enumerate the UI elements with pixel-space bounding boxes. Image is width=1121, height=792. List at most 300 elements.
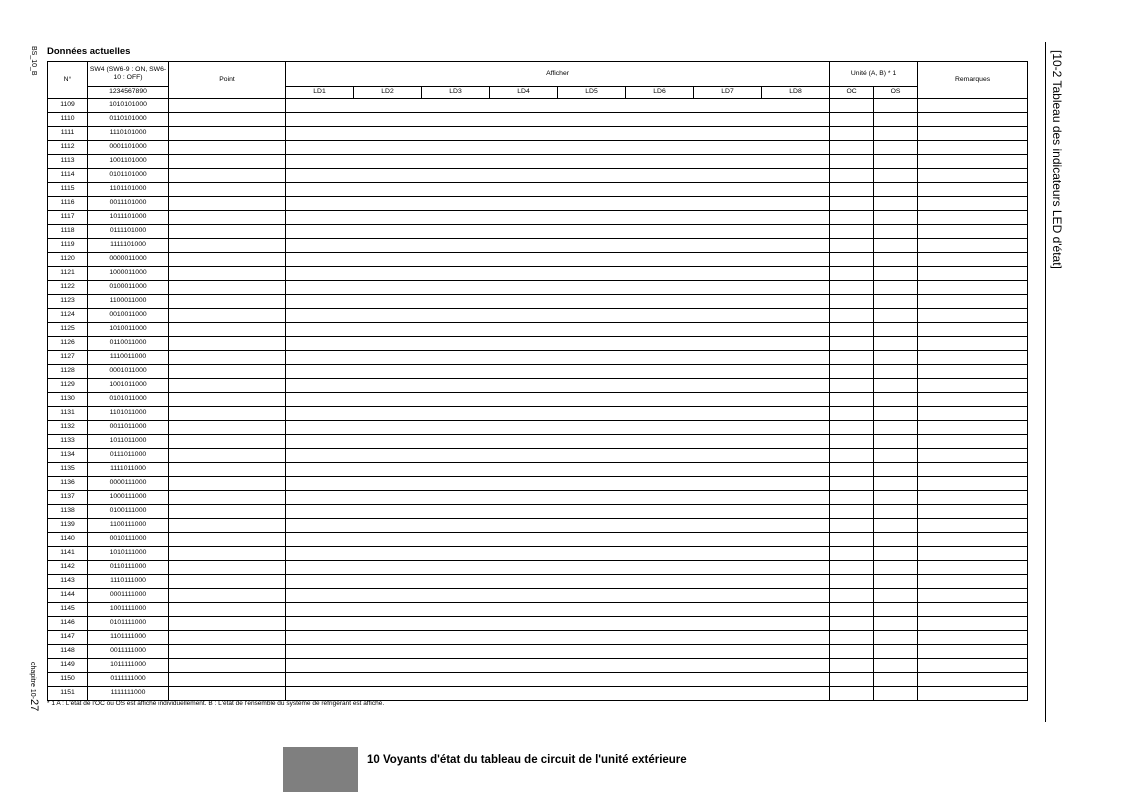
row-afficher-cell [286,435,830,449]
row-point-cell [169,393,286,407]
table-row [48,379,1028,393]
row-os-cell [874,673,918,687]
row-remarques-cell [918,197,1028,211]
row-afficher-cell [286,407,830,421]
row-number: 1143 [48,575,88,589]
row-os-cell [874,141,918,155]
row-number: 1117 [48,211,88,225]
row-oc-cell [830,323,874,337]
row-number: 1142 [48,561,88,575]
row-oc-cell [830,533,874,547]
row-afficher-cell [286,449,830,463]
row-sw4-setting: 1111111000 [88,687,169,701]
row-oc-cell [830,421,874,435]
row-number: 1125 [48,323,88,337]
row-oc-cell [830,113,874,127]
row-remarques-cell [918,617,1028,631]
table-row [48,239,1028,253]
row-oc-cell [830,491,874,505]
row-os-cell [874,225,918,239]
row-remarques-cell [918,309,1028,323]
table-row [48,197,1028,211]
row-number: 1148 [48,645,88,659]
table-row [48,575,1028,589]
row-point-cell [169,197,286,211]
row-sw4-setting: 0001111000 [88,589,169,603]
row-os-cell [874,393,918,407]
row-number: 1114 [48,169,88,183]
row-afficher-cell [286,589,830,603]
row-sw4-setting: 0111101000 [88,225,169,239]
row-remarques-cell [918,589,1028,603]
row-sw4-setting: 0101111000 [88,617,169,631]
row-sw4-setting: 0110011000 [88,337,169,351]
row-afficher-cell [286,309,830,323]
table-row [48,365,1028,379]
row-number: 1131 [48,407,88,421]
row-sw4-setting: 0000011000 [88,253,169,267]
row-remarques-cell [918,295,1028,309]
row-oc-cell [830,309,874,323]
table-row [48,295,1028,309]
row-remarques-cell [918,323,1028,337]
row-sw4-setting: 0010011000 [88,309,169,323]
row-remarques-cell [918,239,1028,253]
row-number: 1144 [48,589,88,603]
header-point: Point [169,62,286,99]
row-number: 1121 [48,267,88,281]
row-point-cell [169,435,286,449]
row-oc-cell [830,281,874,295]
row-oc-cell [830,407,874,421]
row-os-cell [874,477,918,491]
row-sw4-setting: 1101101000 [88,183,169,197]
table-row [48,351,1028,365]
row-remarques-cell [918,505,1028,519]
row-remarques-cell [918,575,1028,589]
row-number: 1119 [48,239,88,253]
row-os-cell [874,379,918,393]
footer-tab-box [283,747,358,792]
row-point-cell [169,603,286,617]
row-sw4-setting: 1010111000 [88,547,169,561]
row-oc-cell [830,575,874,589]
row-os-cell [874,183,918,197]
row-afficher-cell [286,337,830,351]
table-row [48,561,1028,575]
table-row [48,435,1028,449]
page-number [28,662,40,711]
row-point-cell [169,323,286,337]
row-oc-cell [830,645,874,659]
row-sw4-setting: 1011111000 [88,659,169,673]
row-afficher-cell [286,421,830,435]
row-os-cell [874,211,918,225]
row-remarques-cell [918,631,1028,645]
table-row [48,169,1028,183]
row-point-cell [169,127,286,141]
row-number: 1115 [48,183,88,197]
row-afficher-cell [286,379,830,393]
footer-chapter-title: 10 Voyants d'état du tableau de circuit de l'unité extérieure [367,754,687,766]
row-oc-cell [830,211,874,225]
row-remarques-cell [918,225,1028,239]
table-row [48,155,1028,169]
row-sw4-setting: 1111011000 [88,463,169,477]
row-oc-cell [830,463,874,477]
row-os-cell [874,421,918,435]
table-row [48,127,1028,141]
row-afficher-cell [286,295,830,309]
row-number: 1113 [48,155,88,169]
row-number: 1118 [48,225,88,239]
header-ld1: LD1 [286,87,354,99]
row-afficher-cell [286,547,830,561]
row-remarques-cell [918,281,1028,295]
row-remarques-cell [918,519,1028,533]
row-point-cell [169,561,286,575]
row-number: 1126 [48,337,88,351]
row-afficher-cell [286,169,830,183]
row-sw4-setting: 0110111000 [88,561,169,575]
row-remarques-cell [918,169,1028,183]
row-point-cell [169,309,286,323]
row-remarques-cell [918,253,1028,267]
row-afficher-cell [286,351,830,365]
table-row [48,519,1028,533]
row-remarques-cell [918,659,1028,673]
row-remarques-cell [918,407,1028,421]
row-point-cell [169,505,286,519]
row-oc-cell [830,365,874,379]
table-row [48,407,1028,421]
row-remarques-cell [918,687,1028,701]
row-afficher-cell [286,505,830,519]
row-oc-cell [830,631,874,645]
row-os-cell [874,547,918,561]
row-point-cell [169,351,286,365]
row-point-cell [169,183,286,197]
table-row [48,603,1028,617]
led-status-table [47,61,1028,701]
table-row [48,645,1028,659]
row-point-cell [169,379,286,393]
table-row [48,491,1028,505]
row-point-cell [169,449,286,463]
row-number: 1109 [48,99,88,113]
row-point-cell [169,337,286,351]
table-row [48,477,1028,491]
side-section-title: [10-2 Tableau des indicateurs LED d'état] [1050,50,1064,269]
row-remarques-cell [918,337,1028,351]
row-afficher-cell [286,631,830,645]
row-sw4-setting: 0100111000 [88,505,169,519]
row-os-cell [874,589,918,603]
row-remarques-cell [918,365,1028,379]
row-number: 1147 [48,631,88,645]
row-sw4-setting: 1011101000 [88,211,169,225]
row-sw4-setting: 1000011000 [88,267,169,281]
row-afficher-cell [286,323,830,337]
row-os-cell [874,505,918,519]
table-row [48,99,1028,113]
row-sw4-setting: 0100011000 [88,281,169,295]
header-sw-digits: 1234567890 [88,87,169,99]
row-remarques-cell [918,449,1028,463]
row-oc-cell [830,393,874,407]
row-oc-cell [830,617,874,631]
row-oc-cell [830,127,874,141]
row-afficher-cell [286,617,830,631]
row-remarques-cell [918,561,1028,575]
row-oc-cell [830,477,874,491]
row-point-cell [169,253,286,267]
row-sw4-setting: 1001101000 [88,155,169,169]
table-row [48,323,1028,337]
header-remarques: Remarques [918,62,1028,99]
row-oc-cell [830,155,874,169]
row-oc-cell [830,589,874,603]
row-os-cell [874,463,918,477]
row-os-cell [874,603,918,617]
row-afficher-cell [286,645,830,659]
header-oc: OC [830,87,874,99]
row-point-cell [169,589,286,603]
row-remarques-cell [918,533,1028,547]
table-row [48,281,1028,295]
row-number: 1132 [48,421,88,435]
row-point-cell [169,113,286,127]
row-afficher-cell [286,197,830,211]
row-os-cell [874,295,918,309]
row-number: 1137 [48,491,88,505]
row-oc-cell [830,99,874,113]
row-point-cell [169,519,286,533]
row-point-cell [169,281,286,295]
row-remarques-cell [918,421,1028,435]
row-sw4-setting: 1101111000 [88,631,169,645]
row-os-cell [874,435,918,449]
row-number: 1130 [48,393,88,407]
row-oc-cell [830,351,874,365]
row-number: 1128 [48,365,88,379]
row-remarques-cell [918,113,1028,127]
row-afficher-cell [286,477,830,491]
row-number: 1127 [48,351,88,365]
row-sw4-setting: 1110111000 [88,575,169,589]
row-remarques-cell [918,463,1028,477]
table-row [48,687,1028,701]
row-afficher-cell [286,127,830,141]
table-row [48,113,1028,127]
row-sw4-setting: 1000111000 [88,491,169,505]
row-afficher-cell [286,603,830,617]
row-number: 1135 [48,463,88,477]
row-point-cell [169,687,286,701]
row-number: 1138 [48,505,88,519]
row-number: 1140 [48,533,88,547]
row-os-cell [874,267,918,281]
row-point-cell [169,547,286,561]
row-oc-cell [830,197,874,211]
table-row [48,267,1028,281]
row-oc-cell [830,687,874,701]
row-sw4-setting: 0001101000 [88,141,169,155]
row-oc-cell [830,225,874,239]
row-number: 1110 [48,113,88,127]
row-os-cell [874,99,918,113]
row-sw4-setting: 0101101000 [88,169,169,183]
row-oc-cell [830,141,874,155]
row-oc-cell [830,561,874,575]
row-os-cell [874,645,918,659]
row-afficher-cell [286,281,830,295]
row-point-cell [169,295,286,309]
row-remarques-cell [918,673,1028,687]
row-os-cell [874,407,918,421]
row-os-cell [874,365,918,379]
row-sw4-setting: 1100011000 [88,295,169,309]
chapter-prefix: chapitre 10- [29,662,36,699]
row-oc-cell [830,379,874,393]
header-afficher: Afficher [286,62,830,87]
row-os-cell [874,127,918,141]
row-remarques-cell [918,99,1028,113]
header-ld8: LD8 [762,87,830,99]
table-row [48,505,1028,519]
row-number: 1129 [48,379,88,393]
row-sw4-setting: 1011011000 [88,435,169,449]
header-ld2: LD2 [354,87,422,99]
row-oc-cell [830,169,874,183]
row-sw4-setting: 0011111000 [88,645,169,659]
row-afficher-cell [286,575,830,589]
row-remarques-cell [918,603,1028,617]
table-row [48,393,1028,407]
row-number: 1151 [48,687,88,701]
row-point-cell [169,575,286,589]
table-row [48,631,1028,645]
row-os-cell [874,197,918,211]
row-sw4-setting: 0001011000 [88,365,169,379]
header-no: N° [48,62,88,99]
row-number: 1133 [48,435,88,449]
row-number: 1136 [48,477,88,491]
row-point-cell [169,533,286,547]
row-os-cell [874,323,918,337]
row-sw4-setting: 1110011000 [88,351,169,365]
row-sw4-setting: 0101011000 [88,393,169,407]
row-remarques-cell [918,127,1028,141]
row-number: 1145 [48,603,88,617]
row-sw4-setting: 1100111000 [88,519,169,533]
row-number: 1141 [48,547,88,561]
row-os-cell [874,533,918,547]
row-sw4-setting: 1010011000 [88,323,169,337]
row-sw4-setting: 1001111000 [88,603,169,617]
row-point-cell [169,365,286,379]
table-row [48,337,1028,351]
row-sw4-setting: 1110101000 [88,127,169,141]
row-afficher-cell [286,113,830,127]
footnote: * 1 A : L'état de l'OC ou OS est affiché individuellement. B : L'état de l'ensemble du système de réfrigérant est affiché. [47,700,385,707]
row-remarques-cell [918,141,1028,155]
row-oc-cell [830,547,874,561]
table-row [48,253,1028,267]
row-afficher-cell [286,99,830,113]
header-ld6: LD6 [626,87,694,99]
row-number: 1150 [48,673,88,687]
row-number: 1146 [48,617,88,631]
row-os-cell [874,519,918,533]
row-point-cell [169,211,286,225]
row-os-cell [874,631,918,645]
row-afficher-cell [286,225,830,239]
row-remarques-cell [918,211,1028,225]
row-afficher-cell [286,463,830,477]
row-point-cell [169,477,286,491]
row-os-cell [874,575,918,589]
row-oc-cell [830,519,874,533]
row-os-cell [874,309,918,323]
row-afficher-cell [286,519,830,533]
row-oc-cell [830,183,874,197]
row-point-cell [169,239,286,253]
document-code: BS_10_B [30,46,37,76]
chapter-page-num: 27 [28,698,40,712]
row-sw4-setting: 1010101000 [88,99,169,113]
row-oc-cell [830,295,874,309]
row-sw4-setting: 1111101000 [88,239,169,253]
header-ld7: LD7 [694,87,762,99]
table-row [48,547,1028,561]
row-sw4-setting: 0111111000 [88,673,169,687]
table-row [48,211,1028,225]
row-afficher-cell [286,365,830,379]
header-ld5: LD5 [558,87,626,99]
table-row [48,533,1028,547]
row-oc-cell [830,337,874,351]
row-point-cell [169,617,286,631]
row-point-cell [169,673,286,687]
table-row [48,463,1028,477]
row-point-cell [169,491,286,505]
row-afficher-cell [286,141,830,155]
table-row [48,617,1028,631]
row-oc-cell [830,449,874,463]
row-afficher-cell [286,155,830,169]
row-sw4-setting: 0011101000 [88,197,169,211]
row-os-cell [874,239,918,253]
row-point-cell [169,169,286,183]
row-remarques-cell [918,267,1028,281]
table-row [48,673,1028,687]
row-number: 1122 [48,281,88,295]
row-remarques-cell [918,351,1028,365]
row-point-cell [169,99,286,113]
row-os-cell [874,253,918,267]
row-remarques-cell [918,155,1028,169]
row-number: 1139 [48,519,88,533]
row-remarques-cell [918,645,1028,659]
row-afficher-cell [286,561,830,575]
table-row [48,225,1028,239]
row-point-cell [169,463,286,477]
row-afficher-cell [286,659,830,673]
section-title: Données actuelles [47,46,131,57]
row-number: 1120 [48,253,88,267]
row-remarques-cell [918,183,1028,197]
